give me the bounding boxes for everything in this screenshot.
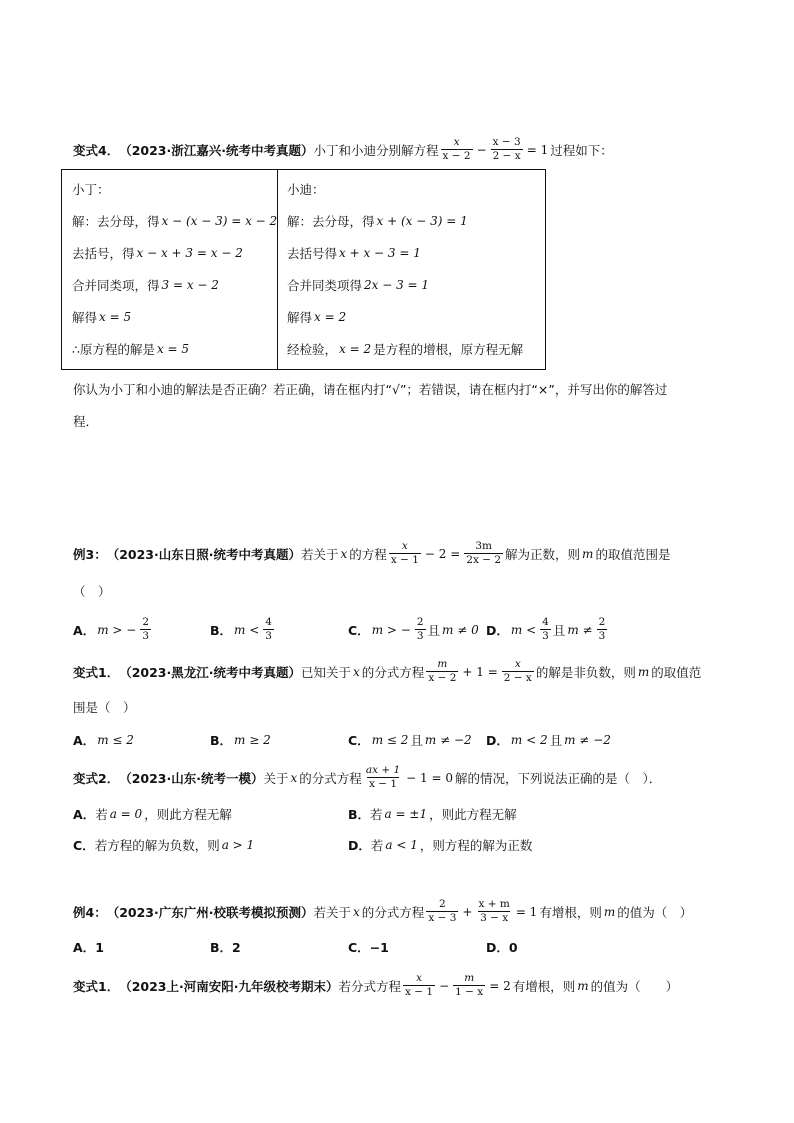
v1a-question-line	[73, 658, 701, 685]
v1b-label: 变式1．	[73, 978, 120, 994]
ex4-option-b[interactable]	[210, 938, 241, 956]
option-label: A．	[73, 622, 96, 638]
fraction-denominator: 1 − x	[455, 986, 484, 998]
text: 的分式方程	[299, 770, 362, 786]
ex4-source: （2023·广东广州·校联考模拟预测）	[106, 904, 314, 920]
v2-option-c[interactable]	[73, 836, 256, 854]
ex3-fraction-1	[389, 540, 421, 567]
v4-fraction-1	[441, 136, 473, 163]
fraction-denominator: 2 − x	[503, 672, 532, 684]
text: 若关于	[301, 546, 339, 562]
option-text: 且	[410, 733, 423, 748]
fraction-numerator: 2	[598, 616, 606, 628]
ex3-answer-paren: （ ）	[73, 584, 111, 599]
v2-option-b[interactable]	[348, 805, 517, 823]
option-value: 0	[508, 939, 518, 955]
option-math: m ≠ −2	[564, 733, 611, 747]
v4-question-line	[73, 136, 613, 163]
text: 的取值范	[651, 664, 702, 680]
fraction-denominator: 3 − x	[480, 912, 509, 924]
option-label: A．	[73, 733, 96, 748]
step-math: x = 5	[99, 310, 132, 324]
left-step-4	[72, 308, 133, 326]
fraction-denominator: x − 1	[390, 554, 419, 566]
v1a-fraction-2	[502, 658, 534, 685]
text: 的值为（ ）	[590, 978, 679, 994]
fraction-denominator: 3	[265, 630, 272, 642]
equation-rhs: = 1	[515, 904, 538, 919]
v1b-fraction-1	[403, 972, 435, 999]
option-text: ，则方程的解为正数	[419, 838, 533, 853]
option-label: A．	[73, 807, 96, 822]
fraction-denominator: x − 3	[428, 912, 457, 924]
v2-fraction	[364, 764, 402, 791]
v4-source: （2023·浙江嘉兴·统考中考真题）	[119, 142, 314, 158]
ex4-question-line	[73, 898, 692, 925]
v1a-source: （2023·黑龙江·统考中考真题）	[119, 664, 301, 680]
option-label: C．	[348, 733, 370, 748]
option-text: 且	[549, 733, 563, 748]
option-value: 1	[95, 939, 104, 955]
right-step-2	[287, 244, 423, 262]
option-label: B．	[348, 807, 371, 822]
fraction-numerator: x	[514, 658, 521, 670]
step-math: x + x − 3 = 1	[339, 246, 421, 260]
fraction-numerator: m	[464, 972, 475, 984]
step-math: x − x + 3 = x − 2	[136, 246, 243, 260]
text: 若分式方程	[338, 978, 402, 994]
option-math: m > −	[97, 622, 137, 637]
fraction-denominator: 3	[598, 630, 606, 642]
option-fraction	[140, 616, 151, 643]
v1a-fraction-1	[426, 658, 458, 685]
equation-rhs: = 2	[489, 978, 511, 993]
option-math: m ≠	[567, 622, 593, 637]
option-label: D．	[486, 622, 509, 638]
v1b-source: （2023上·河南安阳·九年级校考期末）	[119, 978, 339, 994]
text: 的值为（ ）	[617, 904, 693, 920]
option-text: ，则此方程无解	[144, 807, 232, 822]
option-label: C．	[73, 838, 95, 853]
left-step-2	[72, 244, 245, 262]
fraction-numerator: x + m	[478, 898, 510, 910]
step-text: 去括号，得	[72, 246, 135, 261]
text: 有增根，则	[512, 978, 576, 994]
left-step-5	[72, 340, 191, 358]
step-math: x + (x − 3) = 1	[376, 214, 468, 228]
minus-sign: −	[476, 142, 487, 157]
solution-table	[61, 169, 546, 370]
equation-mid: + 1 =	[462, 664, 498, 679]
option-label: B．	[210, 940, 233, 955]
text: 的方程	[349, 546, 387, 562]
option-math: a < 1	[385, 838, 418, 852]
equation-rest: − 1 = 0	[406, 770, 453, 785]
ex3-question-line	[73, 540, 670, 567]
fraction-numerator: 2	[416, 616, 424, 628]
fraction-denominator: 3	[542, 630, 549, 642]
fraction-denominator: x − 2	[428, 672, 457, 684]
text: 的分式方程	[361, 904, 425, 920]
option-label: B．	[210, 733, 233, 748]
ex4-label: 例4：	[73, 904, 107, 920]
v2-question-line	[73, 764, 661, 791]
ex4-option-c[interactable]	[348, 938, 389, 956]
option-value: 2	[232, 939, 241, 955]
right-title: 小迪：	[287, 182, 325, 197]
step-text: 解得	[287, 310, 313, 325]
ex3-option-b[interactable]	[210, 616, 276, 643]
option-math: m ≤ 2	[371, 733, 409, 747]
fraction-numerator: x	[416, 972, 423, 984]
fraction-numerator: x − 3	[492, 136, 521, 148]
v1a-option-b[interactable]	[210, 731, 273, 749]
option-math: m <	[510, 622, 537, 637]
v2-source: （2023·山东·统考一模）	[119, 770, 264, 786]
variable-x: x	[340, 546, 348, 561]
left-step-1	[72, 212, 279, 230]
step-text: 解：去分母，得	[287, 214, 375, 229]
text: 解为正数，则	[505, 546, 581, 562]
variable-m: m	[582, 546, 594, 561]
ex4-option-d[interactable]	[486, 938, 518, 956]
option-text: ，则此方程无解	[429, 807, 517, 822]
v4-label: 变式4．	[73, 142, 120, 158]
step-text: 是方程的增根，原方程无解	[373, 342, 524, 357]
fraction-denominator: 2x − 2	[466, 554, 502, 566]
fraction-denominator: x − 2	[442, 150, 471, 162]
option-label: D．	[486, 940, 509, 955]
option-fraction	[263, 616, 274, 643]
option-math: m < 2	[510, 733, 548, 747]
variable-x: x	[353, 904, 360, 919]
step-text: 经检验，	[287, 342, 338, 357]
step-text: ∴原方程的解是	[72, 342, 155, 357]
option-math: m ≠ 0	[442, 622, 479, 637]
fraction-numerator: 4	[542, 616, 549, 628]
fraction-numerator: x	[401, 540, 408, 552]
option-fraction	[415, 616, 426, 643]
equation-mid: − 2 =	[424, 546, 461, 561]
v1b-fraction-2	[453, 972, 485, 999]
v1b-question-line	[73, 972, 678, 999]
step-text: 解：去分母，得	[72, 214, 160, 229]
fraction-denominator: x − 1	[405, 986, 434, 998]
option-label: B．	[210, 622, 233, 638]
option-text: 若方程的解为负数，则	[94, 838, 220, 853]
option-label: D．	[486, 733, 509, 748]
variable-m: m	[577, 978, 589, 993]
v4-fraction-2	[491, 136, 523, 163]
right-step-1	[287, 212, 470, 230]
text: 解的情况，下列说法正确的是（ ）．	[454, 770, 662, 786]
right-step-3	[287, 276, 431, 294]
option-label: D．	[348, 838, 371, 853]
step-math: x = 2	[314, 310, 347, 324]
option-text: 且	[552, 622, 566, 638]
option-value: −1	[369, 939, 389, 955]
ex3-label: 例3：	[73, 546, 107, 562]
fraction-numerator: 2	[142, 616, 149, 628]
step-math: x = 5	[156, 342, 190, 356]
ex3-option-c[interactable]	[348, 616, 481, 643]
v2-option-d[interactable]	[348, 836, 532, 854]
text: 已知关于	[301, 664, 352, 680]
left-step-3	[72, 276, 221, 294]
option-math: a = 0	[109, 807, 143, 821]
ex3-source: （2023·山东日照·统考中考真题）	[106, 546, 301, 562]
ex4-option-a[interactable]	[73, 938, 104, 956]
option-fraction	[597, 616, 608, 643]
option-label: C．	[348, 940, 370, 955]
ex4-fraction-2	[476, 898, 511, 925]
step-text: 合并同类项得	[287, 278, 363, 293]
option-math: m ≤ 2	[97, 733, 134, 747]
option-math: m > −	[371, 622, 411, 637]
fraction-denominator: 2 − x	[492, 150, 521, 162]
v4-instruction-line-2: 程．	[73, 414, 99, 429]
left-title: 小丁：	[72, 182, 110, 197]
plus-sign: +	[462, 904, 473, 919]
ex3-fraction-2	[464, 540, 503, 567]
v1a-label: 变式1．	[73, 664, 120, 680]
option-fraction	[540, 616, 551, 643]
option-text: 若	[370, 838, 384, 853]
v4-instruction-line-1: 你认为小丁和小迪的解法是否正确？若正确，请在框内打“√”；若错误，请在框内打“×”，并写出你的解答过	[73, 382, 668, 397]
fraction-numerator: m	[437, 658, 448, 670]
option-math: a > 1	[221, 838, 255, 852]
fraction-numerator: ax + 1	[365, 764, 401, 776]
text: 有增根，则	[539, 904, 602, 920]
v2-option-a[interactable]	[73, 805, 232, 823]
variable-m: m	[637, 664, 650, 679]
v2-label: 变式2．	[73, 770, 120, 786]
fraction-denominator: x − 1	[368, 778, 398, 790]
option-text: 若	[95, 807, 108, 822]
option-text: 若	[370, 807, 383, 822]
ex3-option-a[interactable]	[73, 616, 153, 643]
step-math: 3 = x − 2	[161, 278, 219, 292]
fraction-numerator: 2	[439, 898, 446, 910]
step-text: 合并同类项，得	[72, 278, 160, 293]
ex3-option-d[interactable]	[486, 616, 609, 643]
text: 的解是非负数，则	[535, 664, 636, 680]
option-text: 且	[427, 622, 441, 638]
minus-sign: −	[439, 978, 450, 993]
fraction-denominator: 3	[416, 630, 424, 642]
fraction-numerator: x	[453, 136, 460, 148]
option-math: a = ±1	[384, 807, 428, 821]
text: 的取值范围是	[595, 546, 671, 562]
variable-m: m	[603, 904, 616, 919]
step-text: 解得	[72, 310, 98, 325]
text: 若关于	[313, 904, 352, 920]
text: 关于	[263, 770, 289, 786]
v1a-option-a[interactable]	[73, 731, 136, 749]
variable-x: x	[353, 664, 360, 679]
option-math: m <	[234, 622, 260, 637]
text: 的分式方程	[361, 664, 425, 680]
step-math: x = 2	[339, 342, 372, 356]
option-label: C．	[348, 622, 370, 638]
right-step-4	[287, 308, 348, 326]
v4-text-post: 过程如下：	[550, 142, 613, 158]
v1a-option-c[interactable]	[348, 731, 474, 749]
fraction-numerator: 4	[265, 616, 272, 628]
step-text: 去括号得	[287, 246, 338, 261]
table-divider	[277, 170, 278, 369]
option-math: m ≠ −2	[424, 733, 472, 747]
fraction-numerator: 3m	[475, 540, 492, 552]
equation-rhs: = 1	[526, 142, 549, 157]
variable-x: x	[290, 770, 298, 785]
step-math: x − (x − 3) = x − 2	[161, 214, 278, 228]
v1a-question-line-2: 围是（ ）	[73, 700, 136, 715]
right-step-5	[287, 340, 523, 358]
v4-text: 小丁和小迪分别解方程	[313, 142, 439, 158]
v1a-option-d[interactable]	[486, 731, 613, 749]
step-math: 2x − 3 = 1	[364, 278, 430, 292]
option-label: A．	[73, 940, 96, 955]
fraction-denominator: 3	[142, 630, 149, 642]
ex4-fraction-1	[426, 898, 458, 925]
option-math: m ≥ 2	[234, 733, 271, 747]
